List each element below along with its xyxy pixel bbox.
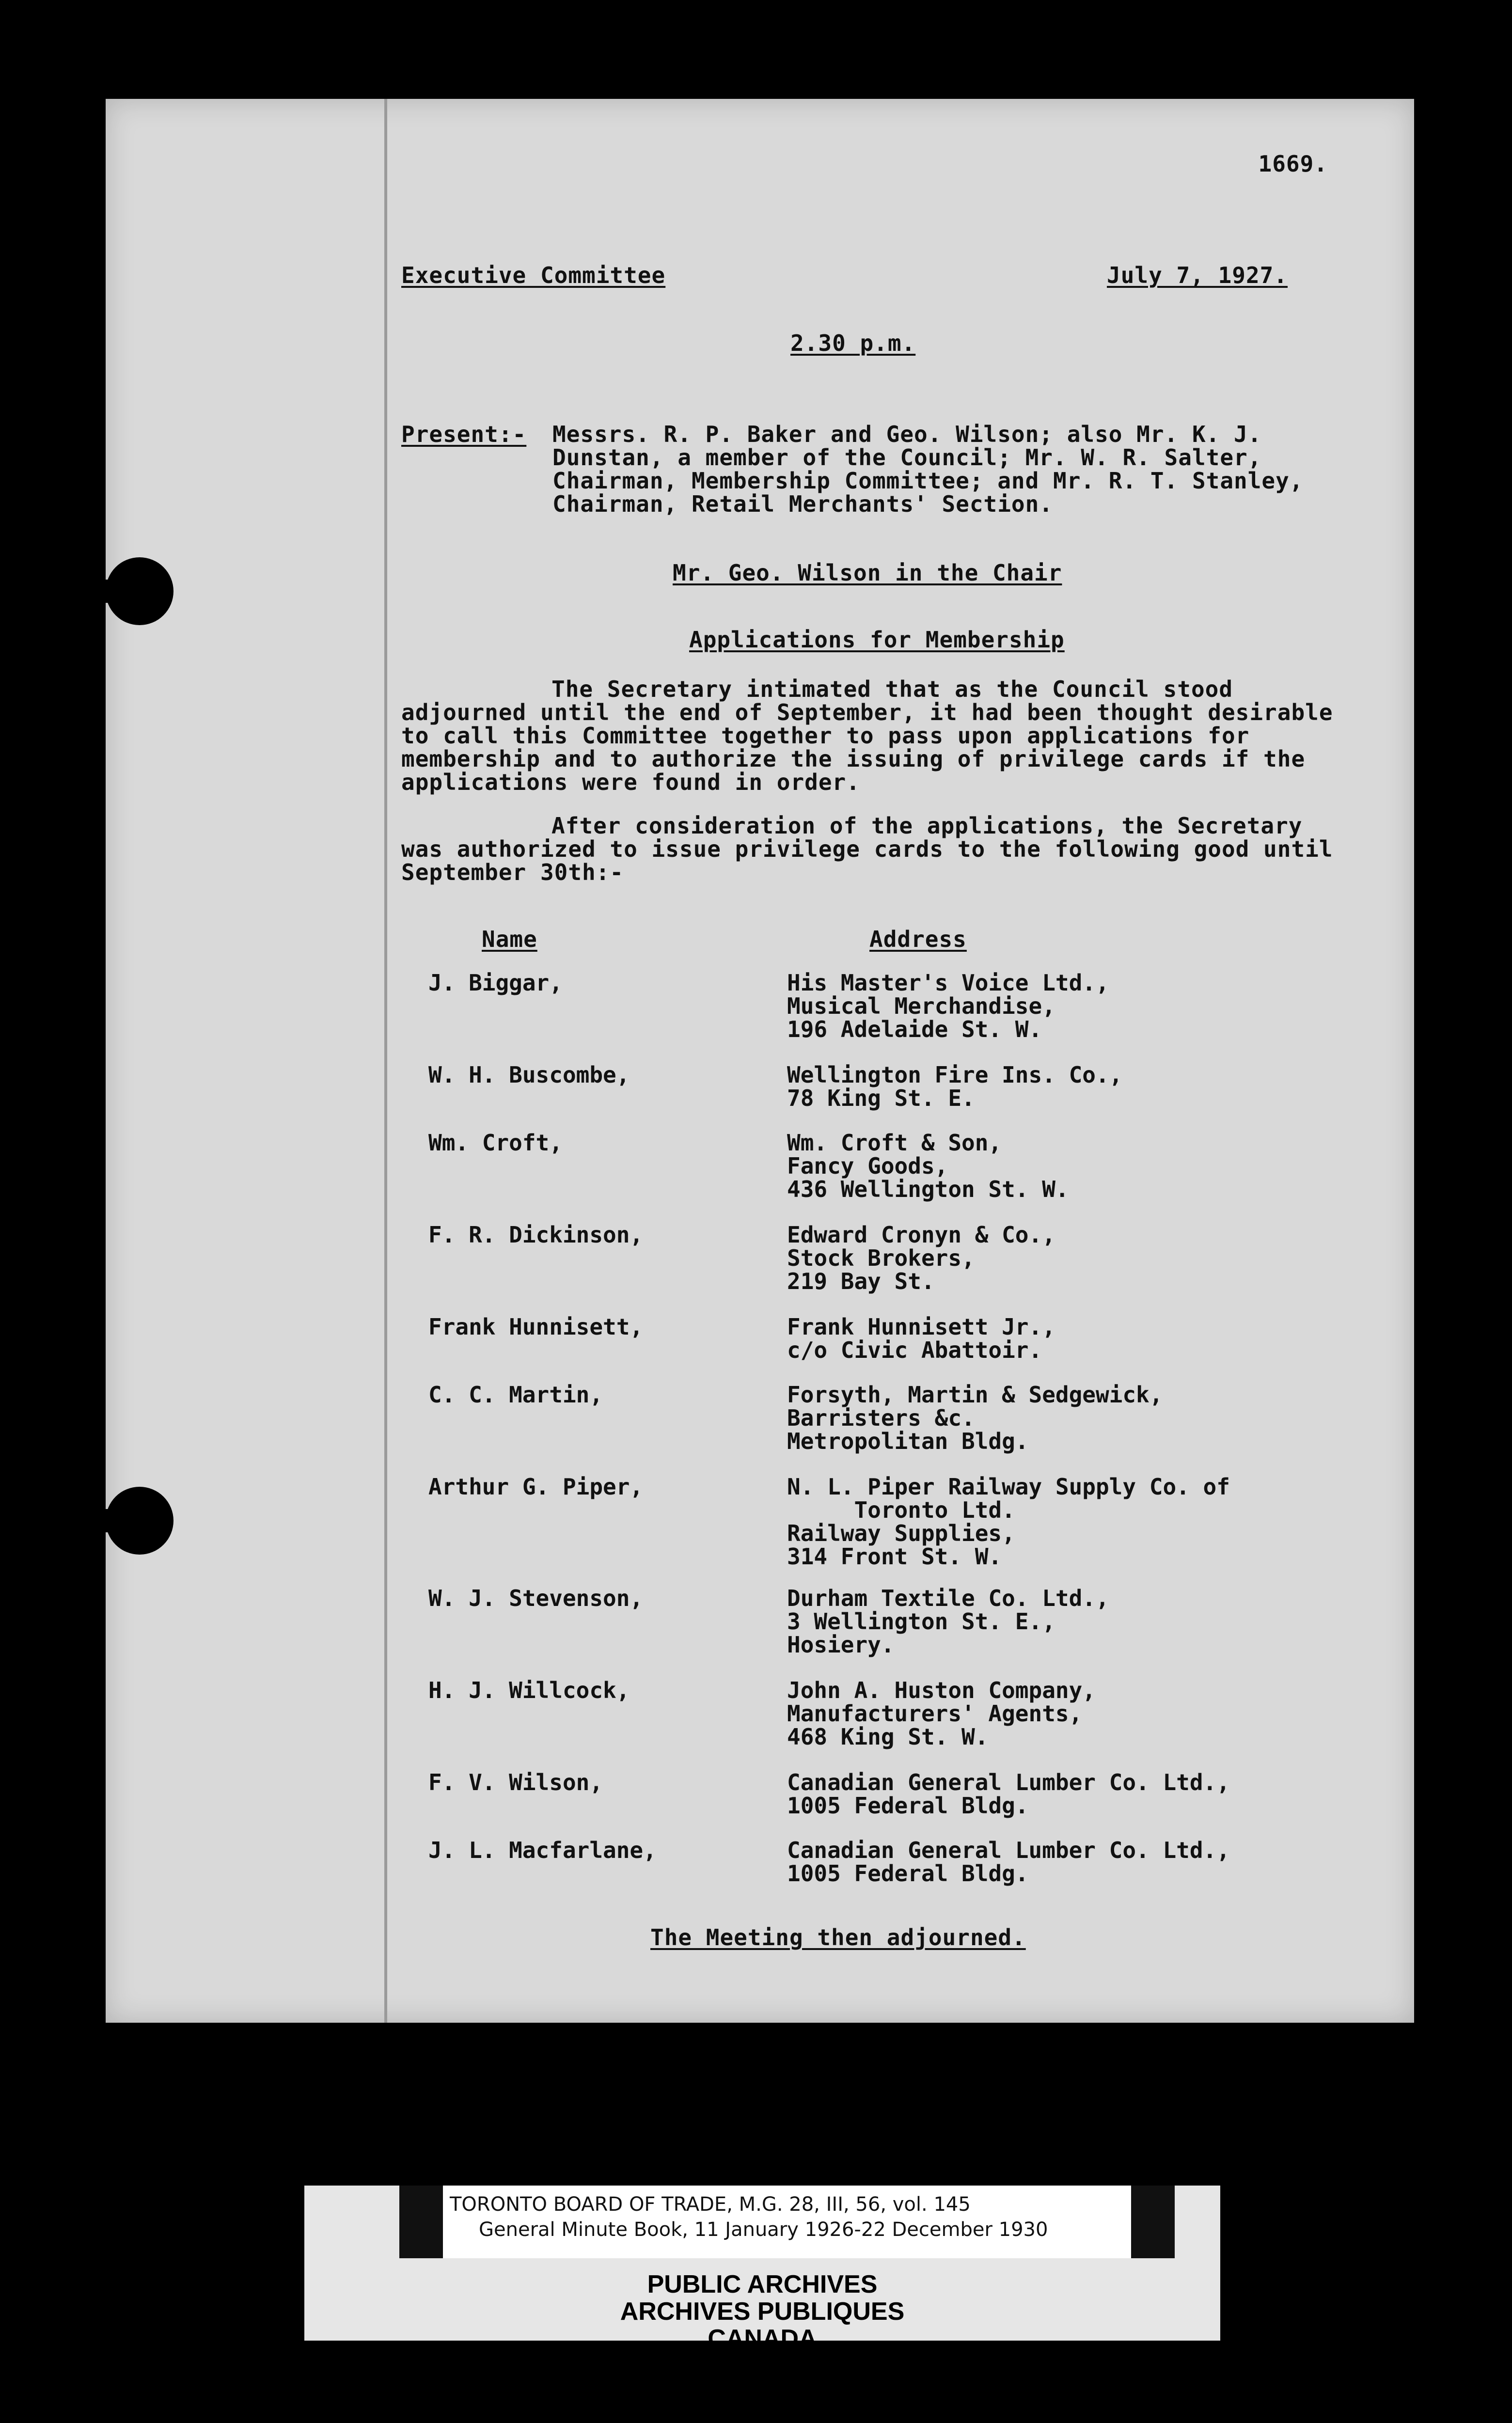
applications-heading: Applications for Membership [689,627,1065,653]
member-name: C. C. Martin, [428,1382,603,1408]
member-address: Durham Textile Co. Ltd., 3 Wellington St. E., Hosiery. [787,1585,1109,1658]
applications-paragraph-2: After consideration of the applications, the Secretary was authorized to issue privilege cards to the following good until September 30th:- [401,813,1333,885]
archives-english: PUBLIC ARCHIVES [647,2270,878,2298]
chair-heading: Mr. Geo. Wilson in the Chair [673,560,1062,586]
member-address: John A. Huston Company, Manufacturers' Agents, 468 King St. W. [787,1677,1096,1750]
member-address: Edward Cronyn & Co., Stock Brokers, 219 Bay St. [787,1222,1055,1294]
member-name: W. H. Buscombe, [428,1062,630,1088]
member-address: Canadian General Lumber Co. Ltd., 1005 Federal Bldg. [787,1769,1230,1819]
margin-rule [384,99,387,2023]
address-column-header: Address [869,926,967,952]
member-name: F. R. Dickinson, [428,1222,644,1248]
closing-line: The Meeting then adjourned. [650,1924,1026,1951]
label-notch [1131,2186,1175,2258]
member-address: Wellington Fire Ins. Co., 78 King St. E. [787,1062,1123,1111]
member-name: Arthur G. Piper, [428,1474,644,1500]
member-address: Frank Hunnisett Jr., c/o Civic Abattoir. [787,1314,1055,1363]
minute-book-page [106,99,1414,2023]
applications-paragraph-1: The Secretary intimated that as the Council stood adjourned until the end of September, it had been thought desirable to call this Committee together to pass upon applications for membership and to authorize the issuing of privilege cards if the applications were found in order. [401,676,1333,795]
member-name: J. L. Macfarlane, [428,1837,657,1863]
reference-line-2: General Minute Book, 11 January 1926-22 December 1930 [479,2218,1048,2241]
archive-label [304,2186,1220,2353]
meeting-date: July 7, 1927. [1107,262,1288,288]
member-address: His Master's Voice Ltd., Musical Merchandise, 196 Adelaide St. W. [787,970,1109,1042]
member-name: Wm. Croft, [428,1130,563,1156]
meeting-time: 2.30 p.m. [790,330,916,356]
name-column-header: Name [482,926,537,952]
label-notch [399,2186,443,2258]
member-name: Frank Hunnisett, [428,1314,644,1340]
punch-hole-bottom-icon [106,1487,173,1555]
member-address: Canadian General Lumber Co. Ltd., 1005 Federal Bldg. [787,1837,1230,1887]
member-name: H. J. Willcock, [428,1677,630,1703]
member-name: W. J. Stevenson, [428,1585,644,1611]
member-address: Forsyth, Martin & Sedgewick, Barristers &c. Metropolitan Bldg. [787,1382,1163,1454]
archives-country: CANADA [708,2325,817,2353]
member-name: F. V. Wilson, [428,1769,603,1795]
member-address: Wm. Croft & Son, Fancy Goods, 436 Wellington St. W. [787,1130,1069,1202]
punch-hole-top-icon [106,557,173,625]
committee-title: Executive Committee [401,262,666,288]
present-text: Messrs. R. P. Baker and Geo. Wilson; also Mr. K. J. Dunstan, a member of the Council; Mr. W. R. Salter, Chairman, Membership Committee; and Mr. R. T. Stanley, Chairman, Retail Merchants' Section. [552,421,1304,517]
member-name: J. Biggar, [428,970,563,996]
present-label: Present:- [401,421,527,447]
page-number: 1669. [1258,151,1328,177]
reference-line-1: TORONTO BOARD OF TRADE, M.G. 28, III, 56, vol. 145 [450,2193,971,2216]
archives-french: ARCHIVES PUBLIQUES [620,2297,905,2326]
member-address: N. L. Piper Railway Supply Co. of Toronto Ltd. Railway Supplies, 314 Front St. W. [787,1474,1230,1570]
